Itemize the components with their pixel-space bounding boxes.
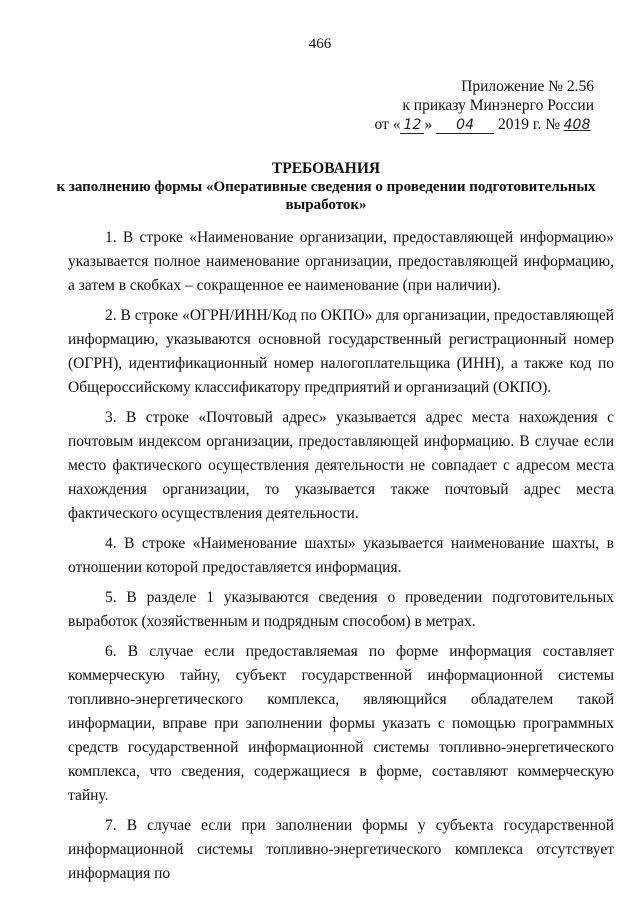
document-title — [40, 160, 612, 214]
paragraph-2: 2. В строке «ОГРН/ИНН/Код по ОКПО» для организации, предоставляющей информацию, указываются основной государственный регистрационный номер (ОГРН), идентификационный номер налогоплательщика (ИНН), а также код по Общероссийскому классификатору предприятий и организаций (ОКПО). — [68, 307, 614, 396]
document-body — [68, 226, 614, 892]
handwritten-order-number: 408 — [563, 117, 591, 133]
title-subtitle: к заполнению формы «Оперативные сведения о проведении подготовительных выработок» — [56, 179, 596, 213]
appendix-title: Приложение № 2.56 — [461, 78, 594, 95]
title-main: ТРЕБОВАНИЯ — [271, 160, 381, 177]
paragraph-4: 4. В строке «Наименование шахты» указывается наименование шахты, в отношении которой предоставляется информация. — [68, 535, 614, 576]
paragraph-5: 5. В разделе 1 указываются сведения о проведении подготовительных выработок (хозяйственным и подрядным способом) в метрах. — [68, 589, 614, 630]
date-day-suffix: » — [424, 116, 433, 133]
paragraph-3: 3. В строке «Почтовый адрес» указывается адрес места нахождения с почтовым индексом организации, предоставляющей информацию. В случае если место фактического осуществления деятельности не совпадает с адресом места нахождения организации, то указывается также почтовый адрес места фактического осуществления деятельности. — [68, 409, 614, 522]
appendix-order-reference: к приказу Минэнерго России — [402, 97, 594, 114]
paragraph-6: 6. В случае если предоставляемая по форме информация составляет коммерческую тайну, субъект государственной информационной системы топливно-энергетического комплекса, являющийся обладателем такой информации, вправе при заполнении формы указать с помощью программных средств государственной информационной системы топливно-энергетического комплекса, что сведения, содержащиеся в форме, составляют коммерческую тайну. — [68, 643, 614, 804]
date-year-text: 2019 г. № — [497, 116, 560, 133]
appendix-date-line — [375, 115, 594, 134]
paragraph-7: 7. В случае если при заполнении формы у субъекта государственной информационной системы топливно-энергетического комплекса отсутствует информация по — [68, 817, 614, 882]
date-prefix: от « — [374, 116, 401, 133]
paragraph-1: 1. В строке «Наименование организации, предоставляющей информацию» указывается полное наименование организации, предоставляющей информацию, а затем в скобках – сокращенное ее наименование (при наличии). — [68, 229, 614, 294]
page-number: 466 — [308, 36, 332, 52]
handwritten-month: 04 — [436, 118, 494, 134]
handwritten-day: 12 — [400, 118, 424, 134]
appendix-header — [375, 77, 594, 134]
